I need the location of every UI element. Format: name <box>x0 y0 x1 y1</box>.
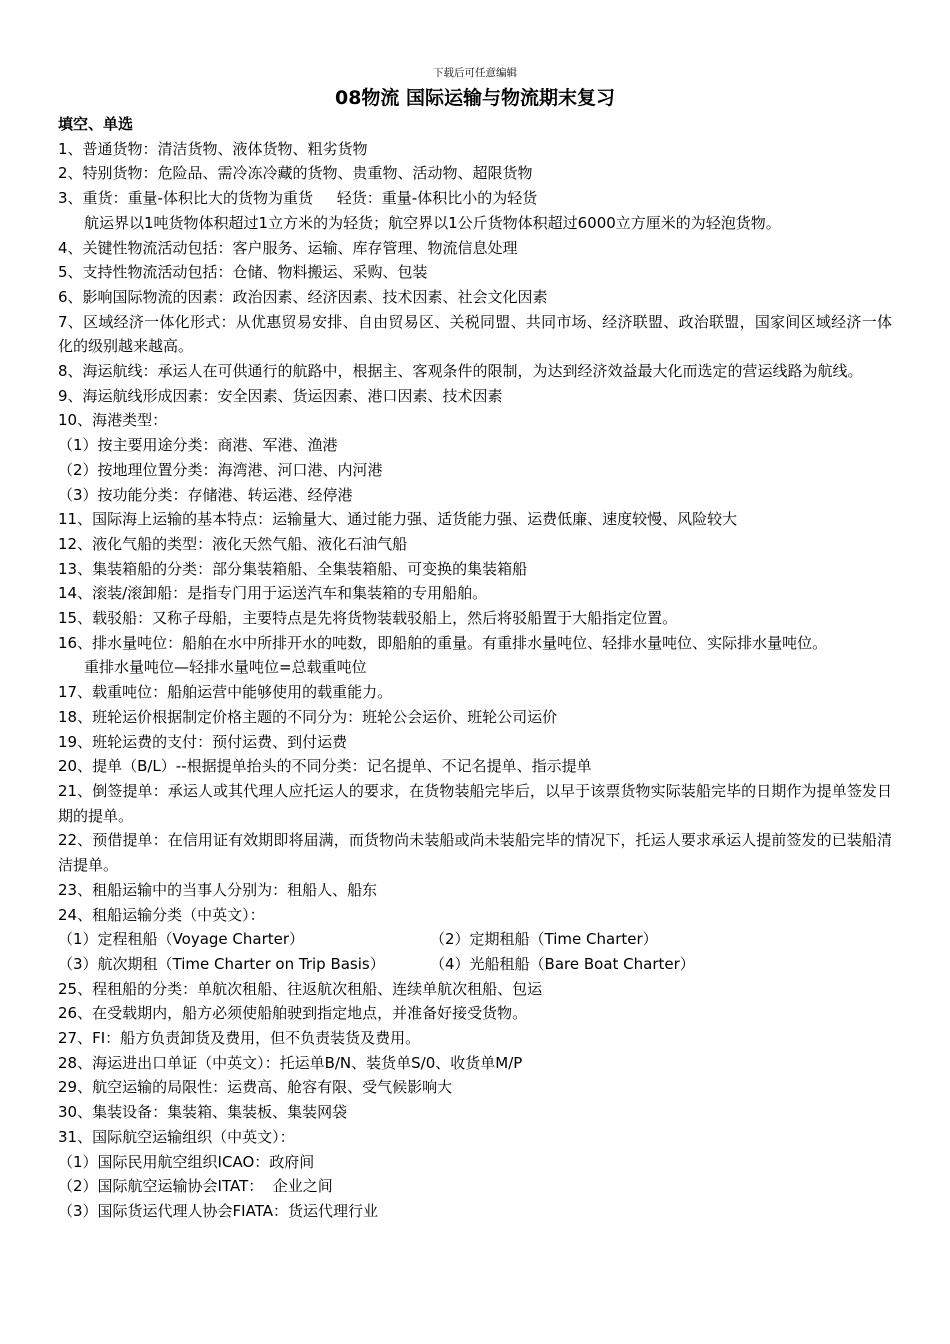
item-31: 31、国际航空运输组织（中英文）： <box>58 1127 295 1146</box>
item-24-sub-4: （4）光船租船（Bare Boat Charter） <box>430 954 695 973</box>
item-25: 25、程租船的分类：单航次租船、往返航次租船、连续单航次租船、包运 <box>58 979 543 998</box>
item-21: 21、倒签提单：承运人或其代理人应托运人的要求，在货物装船完毕后，以早于该票货物实际装船完毕的日期作为提单签发日期的提单。 <box>58 781 892 825</box>
item-4: 4、关键性物流活动包括：客户服务、运输、库存管理、物流信息处理 <box>58 238 518 257</box>
item-31-sub-3: （3）国际货运代理人协会FIATA：货运代理行业 <box>58 1201 378 1220</box>
item-24-sub-1: （1）定程租船（Voyage Charter） <box>58 930 305 949</box>
item-22: 22、预借提单：在信用证有效期即将届满，而货物尚未装船或尚未装船完毕的情况下，托运人要求承运人提前签发的已装船清洁提单。 <box>58 831 892 875</box>
item-29: 29、航空运输的局限性：运费高、舱容有限、受气候影响大 <box>58 1078 453 1097</box>
section-heading: 填空、单选 <box>58 115 134 133</box>
item-24-row-1 <box>58 927 892 952</box>
item-7: 7、区域经济一体化形式：从优惠贸易安排、自由贸易区、关税同盟、共同市场、经济联盟、政治联盟，国家间区域经济一体化的级别越来越高。 <box>58 312 892 356</box>
item-31-sub-2: （2）国际航空运输协会ITAT： 企业之间 <box>58 1177 333 1196</box>
document-title: 08物流 国际运输与物流期末复习 <box>334 87 616 109</box>
item-10-sub-2: （2）按地理位置分类：海湾港、河口港、内河港 <box>58 460 383 479</box>
item-3-note: 航运界以1吨货物体积超过1立方米的为轻货；航空界以1公斤货物体积超过6000立方厘米的为轻泡货物。 <box>84 213 781 232</box>
item-30: 30、集装设备：集装箱、集装板、集装网袋 <box>58 1103 348 1122</box>
item-10-sub-1: （1）按主要用途分类：商港、军港、渔港 <box>58 436 338 455</box>
item-14: 14、滚装/滚卸船：是指专门用于运送汽车和集装箱的专用船舶。 <box>58 584 488 603</box>
item-2: 2、特别货物：危险品、需冷冻冷藏的货物、贵重物、活动物、超限货物 <box>58 164 533 183</box>
item-15: 15、载驳船：又称子母船，主要特点是先将货物装载驳船上，然后将驳船置于大船指定位置。 <box>58 609 678 628</box>
item-24-sub-2: （2）定期租船（Time Charter） <box>430 930 658 949</box>
item-23: 23、租船运输中的当事人分别为：租船人、船东 <box>58 880 378 899</box>
document-body <box>58 112 892 1224</box>
item-16: 16、排水量吨位：船舶在水中所排开水的吨数，即船舶的重量。有重排水量吨位、轻排水量吨位、实际排水量吨位。 <box>58 633 828 652</box>
item-18: 18、班轮运价根据制定价格主题的不同分为：班轮公会运价、班轮公司运价 <box>58 707 558 726</box>
item-6: 6、影响国际物流的因素：政治因素、经济因素、技术因素、社会文化因素 <box>58 287 548 306</box>
item-5: 5、支持性物流活动包括：仓储、物料搬运、采购、包装 <box>58 263 428 282</box>
item-27: 27、FI：船方负责卸货及费用，但不负责装货及费用。 <box>58 1029 421 1048</box>
item-13: 13、集装箱船的分类：部分集装箱船、全集装箱船、可变换的集装箱船 <box>58 559 528 578</box>
item-24-row-2 <box>58 952 892 977</box>
item-20: 20、提单（B/L）--根据提单抬头的不同分类：记名提单、不记名提单、指示提单 <box>58 757 592 776</box>
item-16-note: 重排水量吨位—轻排水量吨位=总载重吨位 <box>84 658 367 677</box>
item-10-sub-3: （3）按功能分类：存储港、转运港、经停港 <box>58 485 353 504</box>
item-24: 24、租船运输分类（中英文）： <box>58 905 265 924</box>
item-19: 19、班轮运费的支付：预付运费、到付运费 <box>58 732 348 751</box>
header-note: 下载后可任意编辑 <box>433 67 517 79</box>
item-10: 10、海港类型： <box>58 411 168 430</box>
item-8: 8、海运航线：承运人在可供通行的航路中，根据主、客观条件的限制，为达到经济效益最大化而选定的营运线路为航线。 <box>58 362 863 381</box>
item-12: 12、液化气船的类型：液化天然气船、液化石油气船 <box>58 534 408 553</box>
item-24-sub-3: （3）航次期租（Time Charter on Trip Basis） <box>58 954 385 973</box>
item-3: 3、重货：重量-体积比大的货物为重货 轻货：重量-体积比小的为轻货 <box>58 189 538 208</box>
item-1: 1、普通货物：清洁货物、液体货物、粗劣货物 <box>58 139 368 158</box>
item-31-sub-1: （1）国际民用航空组织ICAO：政府间 <box>58 1152 315 1171</box>
item-11: 11、国际海上运输的基本特点：运输量大、通过能力强、适货能力强、运费低廉、速度较慢、风险较大 <box>58 510 738 529</box>
item-17: 17、载重吨位：船舶运营中能够使用的载重能力。 <box>58 683 393 702</box>
item-28: 28、海运进出口单证（中英文）：托运单B/N、装货单S/0、收货单M/P <box>58 1053 523 1072</box>
item-9: 9、海运航线形成因素：安全因素、货运因素、港口因素、技术因素 <box>58 386 503 405</box>
item-26: 26、在受载期内，船方必须使船舶驶到指定地点，并准备好接受货物。 <box>58 1004 528 1023</box>
